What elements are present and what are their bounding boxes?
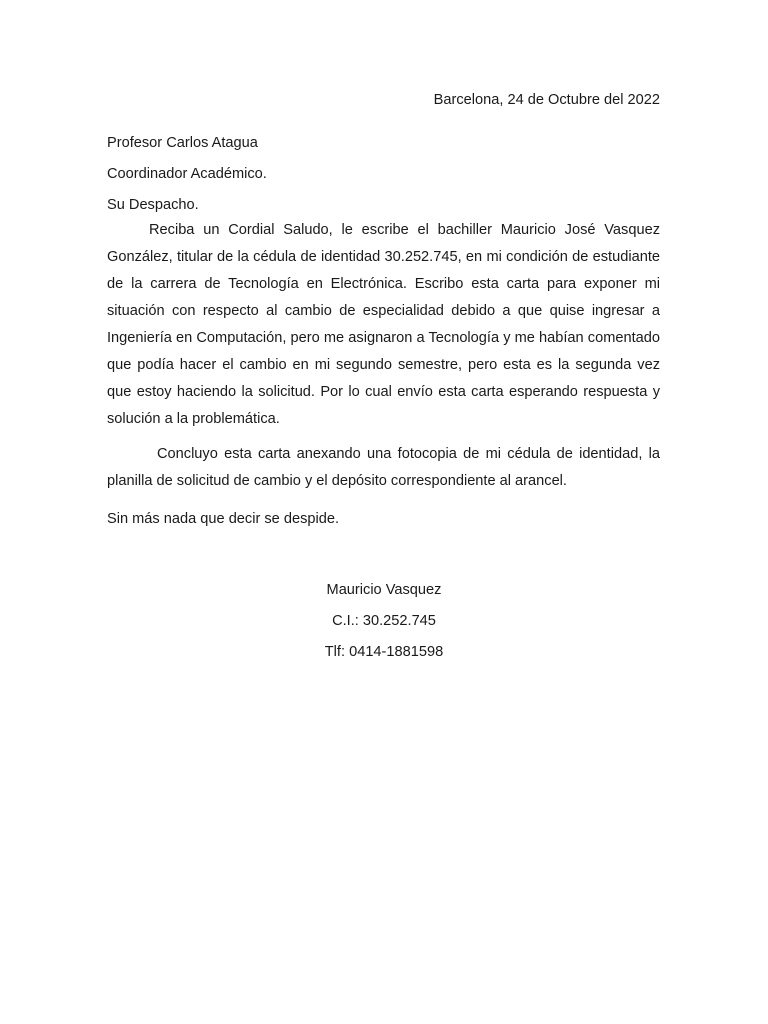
letter-date: Barcelona, 24 de Octubre del 2022 — [433, 92, 660, 108]
body-paragraph-1 — [107, 217, 660, 433]
recipient-block — [107, 128, 267, 221]
signature-name: Mauricio Vasquez — [326, 582, 442, 598]
body-paragraph-2 — [107, 441, 660, 495]
body-paragraph-1-text: Reciba un Cordial Saludo, le escribe el bachiller Mauricio José Vasquez González, titular de la cédula de identidad 30.252.745, en mi condición de estudiante de la carrera de Tecnología en Electrónica. Escribo esta carta para exponer mi situación con respecto al cambio de especialidad debido a que quise ingresar a Ingeniería en Computación, pero me asignaron a Tecnología y me habían comentado que podía hacer el cambio en mi segundo semestre, pero esta es la segunda vez que estoy haciendo la solicitud. Por lo cual envío esta carta esperando respuesta y solución a la problemática. — [107, 222, 660, 427]
closing-line: Sin más nada que decir se despide. — [107, 511, 340, 527]
signature-phone: Tlf: 0414-1881598 — [324, 644, 444, 660]
signature-block — [0, 575, 768, 668]
signature-id: C.I.: 30.252.745 — [332, 613, 436, 629]
body-paragraph-2-text: Concluyo esta carta anexando una fotocopia de mi cédula de identidad, la planilla de solicitud de cambio y el depósito correspondiente al arancel. — [107, 446, 660, 489]
recipient-name: Profesor Carlos Atagua — [107, 135, 258, 151]
recipient-office: Su Despacho. — [107, 197, 199, 213]
recipient-title: Coordinador Académico. — [107, 166, 267, 182]
